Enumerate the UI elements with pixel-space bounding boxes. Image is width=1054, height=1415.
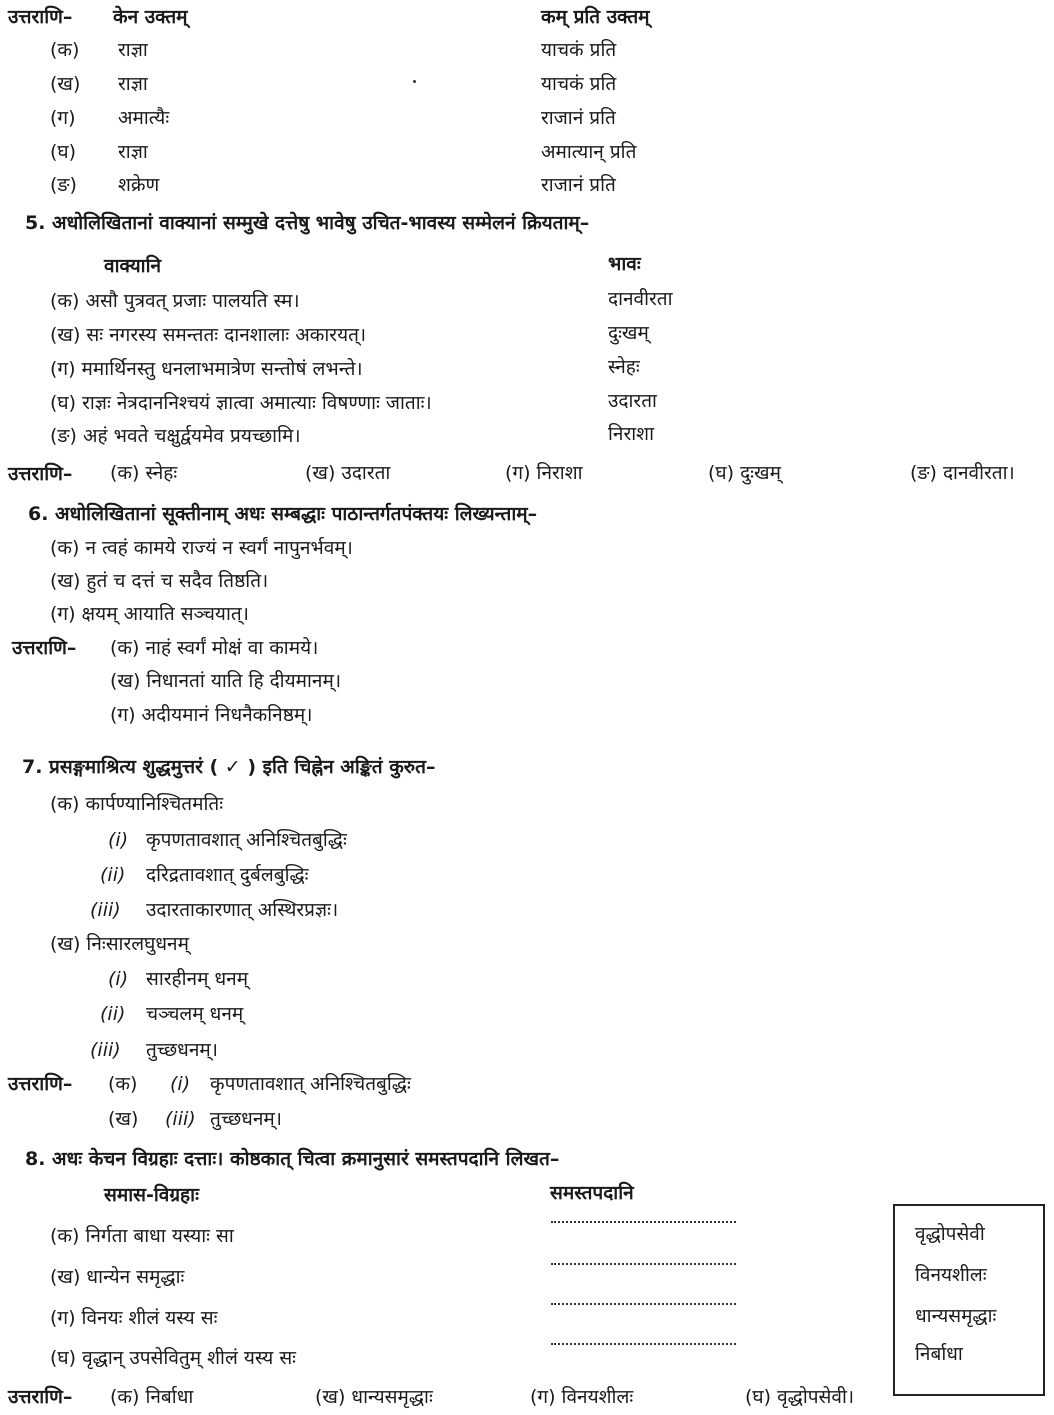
box-word: निर्बाधा [915,1343,963,1365]
q8-question: 8. अधः केचन विग्रहाः दत्ताः। कोष्ठकात् चित्वा क्रमानुसारं समस्तपदानि लिखत– [25,1148,560,1170]
q8-answer: (क) निर्बाधा [110,1386,194,1408]
q6-question: 6. अधोलिखितानां सूक्तीनाम् अधः सम्बद्धाः पाठान्तर्गतपंक्तयः लिख्यन्ताम्– [28,503,538,525]
q7-answer-num: (i) [170,1073,191,1095]
answer-blank [551,1221,736,1223]
q4-col1-header: केन उक्तम् [113,6,188,28]
q5-sentence: (घ) राज्ञः नेत्रदाननिश्चयं ज्ञात्वा अमात्याः विषण्णाः जाताः। [50,392,432,414]
word-box [893,1204,1045,1396]
q5-sentence: (क) असौ पुत्रवत् प्रजाः पालयति स्म। [50,290,300,312]
q6-item: (क) न त्वहं कामये राज्यं न स्वर्गं नापुनर्भवम्। [50,537,353,559]
q7-option-num: (ii) [100,1003,126,1025]
q4-row-listener: याचकं प्रति [541,39,617,61]
q7-answer-num: (iii) [165,1108,196,1130]
q7-option-num: (ii) [100,864,126,886]
q7-answer-text: कृपणतावशात् अनिश्चितबुद्धिः [210,1073,411,1095]
q8-col2-header: समस्तपदानि [550,1182,634,1204]
q4-row-label: (ग) [50,107,76,129]
q7-option-text: चञ्चलम् धनम् [146,1003,244,1025]
stray-mark [413,80,416,83]
q4-row-label: (ङ) [50,174,77,196]
q7-answer-label: उत्तराणि– [8,1073,73,1095]
q8-answer: (ग) विनयशीलः [530,1386,634,1408]
q6-item: (ख) हुतं च दत्तं च सदैव तिष्ठति। [50,570,269,592]
q4-row-speaker: राज्ञा [118,39,148,61]
q4-row-listener: याचकं प्रति [541,73,617,95]
q5-answer: (ख) उदारता [305,462,391,484]
answer-blank [551,1263,736,1265]
q7-option-num: (iii) [90,1039,121,1061]
q5-bhava: दानवीरता [608,288,673,310]
q4-row-speaker: राज्ञा [118,141,148,163]
q5-answer: (ग) निराशा [505,462,583,484]
q8-answer-label: उत्तराणि– [8,1386,73,1408]
q5-answer: (क) स्नेहः [110,462,178,484]
box-word: वृद्धोपसेवी [915,1223,985,1245]
q6-answer: (ख) निधानतां याति हि दीयमानम्। [110,670,342,692]
q7-option-text: उदारताकारणात् अस्थिरप्रज्ञः। [146,899,339,921]
q7-option-text: सारहीनम् धनम् [146,968,249,990]
q8-answer: (घ) वृद्धोपसेवी। [745,1386,855,1408]
q5-answer: (घ) दुःखम् [708,462,781,484]
q6-item: (ग) क्षयम् आयाति सञ्चयात्। [50,603,249,625]
q4-row-speaker: अमात्यैः [118,107,170,129]
q4-row-speaker: शक्रेण [118,174,160,196]
q7-question: 7. प्रसङ्गमाश्रित्य शुद्धमुत्तरं ( ✓ ) इति चिह्नेन अङ्कितं कुरुत– [22,756,436,778]
q7-option-num: (i) [108,968,129,990]
q5-sentence: (ख) सः नगरस्य समन्ततः दानशालाः अकारयत्। [50,324,367,346]
q7-option-text: तुच्छधनम्। [146,1039,218,1061]
q4-row-listener: राजानं प्रति [541,107,616,129]
q7-part-label: (क) कार्पण्यानिश्चितमतिः [50,793,224,815]
q4-col2-header: कम् प्रति उक्तम् [541,6,650,28]
answer-blank [551,1303,736,1305]
q5-bhava: उदारता [608,390,657,412]
q7-option-text: दरिद्रतावशात् दुर्बलबुद्धिः [146,864,309,886]
q7-answer-label-letter: (क) [108,1073,138,1095]
q4-row-speaker: राज्ञा [118,73,148,95]
q4-answer-label: उत्तराणि– [8,6,73,28]
q5-question: 5. अधोलिखितानां वाक्यानां सम्मुखे दत्तेषु भावेषु उचित-भावस्य सम्मेलनं क्रियताम्– [25,212,590,234]
q8-vigraha: (ग) विनयः शीलं यस्य सः [50,1307,218,1329]
q4-row-label: (ख) [50,73,81,95]
answer-blank [551,1343,736,1345]
q5-sentence: (ग) ममार्थिनस्तु धनलाभमात्रेण सन्तोषं लभन्ते। [50,358,363,380]
q6-answer: (क) नाहं स्वर्गं मोक्षं वा कामये। [110,637,319,659]
q8-answer: (ख) धान्यसमृद्धाः [315,1386,433,1408]
q7-option-text: कृपणतावशात् अनिश्चितबुद्धिः [146,829,347,851]
q5-bhava: निराशा [608,423,654,445]
q4-row-listener: राजानं प्रति [541,174,616,196]
q7-part-label: (ख) निःसारलघुधनम् [50,933,189,955]
q7-answer-text: तुच्छधनम्। [210,1108,282,1130]
q5-bhava: दुःखम् [608,322,649,344]
q5-bhava: स्नेहः [608,356,640,378]
q8-vigraha: (घ) वृद्धान् उपसेवितुम् शीलं यस्य सः [50,1347,297,1369]
q6-answer-label: उत्तराणि– [12,637,77,659]
box-word: विनयशीलः [915,1264,987,1286]
q8-vigraha: (ख) धान्येन समृद्धाः [50,1266,185,1288]
q8-col1-header: समास-विग्रहाः [104,1184,199,1206]
q5-sentence: (ङ) अहं भवते चक्षुर्द्वयमेव प्रयच्छामि। [50,425,301,447]
q5-col1-header: वाक्यानि [104,255,162,277]
q7-option-num: (iii) [90,899,121,921]
q5-answer: (ङ) दानवीरता। [910,462,1015,484]
q7-answer-label-letter: (ख) [108,1108,139,1130]
q5-answer-label: उत्तराणि– [8,463,73,485]
q6-answer: (ग) अदीयमानं निधनैकनिष्ठम्। [110,704,313,726]
q7-option-num: (i) [108,829,129,851]
box-word: धान्यसमृद्धाः [915,1305,997,1327]
q4-row-listener: अमात्यान् प्रति [541,141,637,163]
q5-col2-header: भावः [608,253,641,275]
q4-row-label: (क) [50,39,80,61]
q4-row-label: (घ) [50,141,77,163]
q8-vigraha: (क) निर्गता बाधा यस्याः सा [50,1225,234,1247]
